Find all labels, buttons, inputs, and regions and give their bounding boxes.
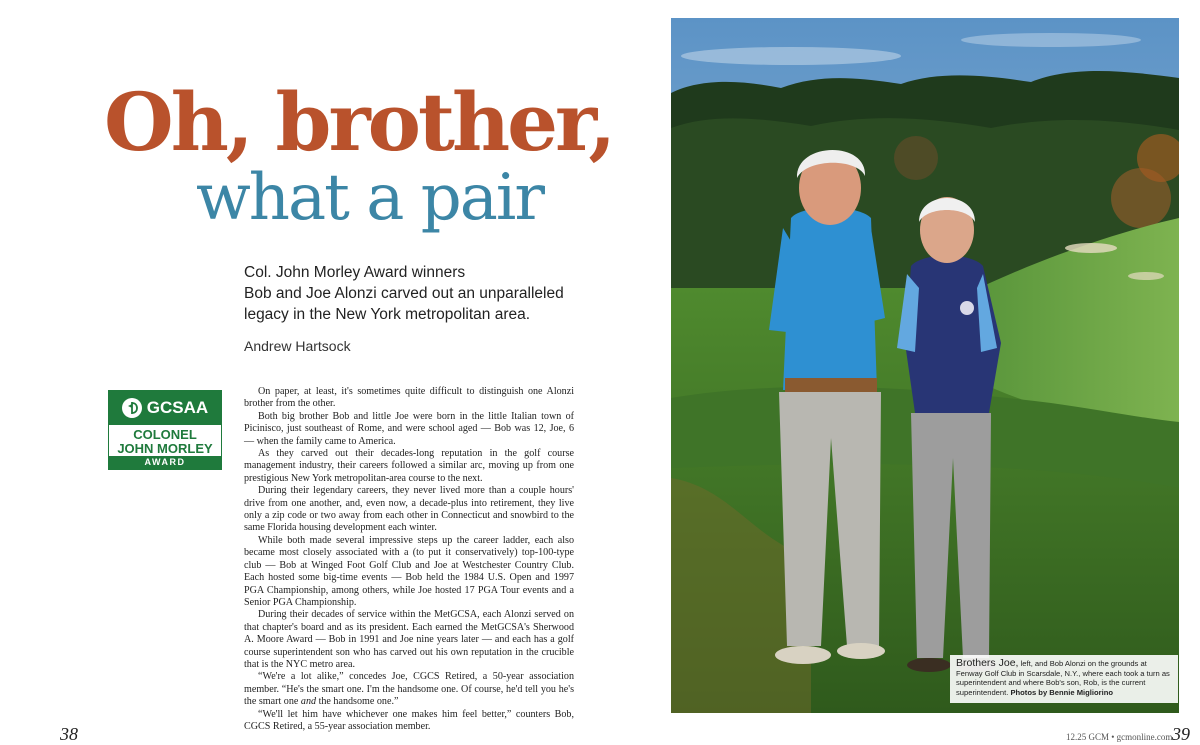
body-paragraph: During their decades of service within the MetGCSA, each Alonzi served on that chapter's board and as its president. Each earned the MetGCSA's Sherwood A. Moore Award — Bob in 1991 and Joe nine years later — and each has a golf course superintendent son who has carved out his own reputation in the crucible that is the NYC metro area.: [244, 609, 574, 670]
deck: [244, 262, 574, 325]
deck-line-2: Bob and Joe Alonzi carved out an unparalleled: [244, 285, 564, 302]
deck-line-1: Col. John Morley Award winners: [244, 264, 466, 281]
body-paragraph: Both big brother Bob and little Joe were born in the little Italian town of Picinisco, just southeast of Rome, and were school aged — Bob was 12, Joe, 6 — when the family came to America.: [244, 410, 574, 447]
logo-line-colonel: COLONEL: [133, 427, 197, 442]
page-number-right: 39: [1172, 724, 1190, 744]
page-number-left: 38: [60, 724, 78, 744]
photo-credit: Photos by Bennie Migliorino: [1010, 687, 1113, 697]
headline-line-1: Oh, brother,: [104, 75, 614, 169]
footer-magazine-info: 12.25 GCM • gcmonline.com: [1066, 732, 1173, 742]
body-paragraph: “We'll let him have whichever one makes him feel better,” counters Bob, CGCS Retired, a 55-year association member.: [244, 708, 574, 732]
logo-line-award: AWARD: [109, 456, 221, 469]
award-logo: [108, 390, 222, 470]
caption-text: left, and Bob Alonzi on the grounds at Fenway Golf Club in Scarsdale, N.Y., where each took a turn as superintendent and where Bob's son, Rob, is the current superintendent.: [956, 659, 1170, 697]
photo-caption: [950, 655, 1178, 703]
logo-brand-bar: [109, 391, 221, 425]
body-paragraph: On paper, at least, it's sometimes quite difficult to distinguish one Alonzi brother from the other.: [244, 386, 574, 410]
quote-emphasis: and: [300, 696, 317, 708]
body-paragraph: During their legendary careers, they never lived more than a couple hours' drive from one another, and, even now, a decade-plus into retirement, they live only a zip code or two away from each other in Connecticut and snowbird to the same Florida housing development each winter.: [244, 485, 574, 534]
article-body: [244, 386, 574, 733]
gcsaa-emblem-icon: [122, 398, 142, 418]
body-paragraph: [244, 671, 574, 708]
byline: Andrew Hartsock: [244, 338, 351, 354]
caption-lead: Brothers Joe,: [956, 657, 1019, 669]
quote-text: “We're a lot alike,” concedes Joe, CGCS Retired, a 50-year association member. “He's the smart one. I'm the handsome one. Of course, he'd tell you he's the smart one: [244, 671, 574, 708]
deck-line-3: legacy in the New York metropolitan area.: [244, 306, 531, 323]
headline-line-2: what a pair: [196, 161, 543, 235]
logo-line-name: JOHN MORLEY: [117, 441, 213, 456]
logo-brand-text: GCSAA: [146, 398, 209, 417]
body-paragraph: As they carved out their decades-long reputation in the golf course management industry, their careers followed a similar arc, moving up from one prestigious New York metropolitan-area course to the next.: [244, 448, 574, 484]
hero-photo: [671, 18, 1179, 713]
quote-text: the handsome one.”: [316, 696, 399, 708]
body-paragraph: While both made several impressive steps up the career ladder, each also became most closely associated with a (to put it conservatively) top-100-type club — Bob at Winged Foot Golf Club and Joe at Westchester Country Club. Each hosted some big-time events — Bob held the 1984 U.S. Open and 1997 PGA Championship, among others, while Joe hosted 17 PGA Tour events and a Senior PGA Championship.: [244, 534, 574, 608]
